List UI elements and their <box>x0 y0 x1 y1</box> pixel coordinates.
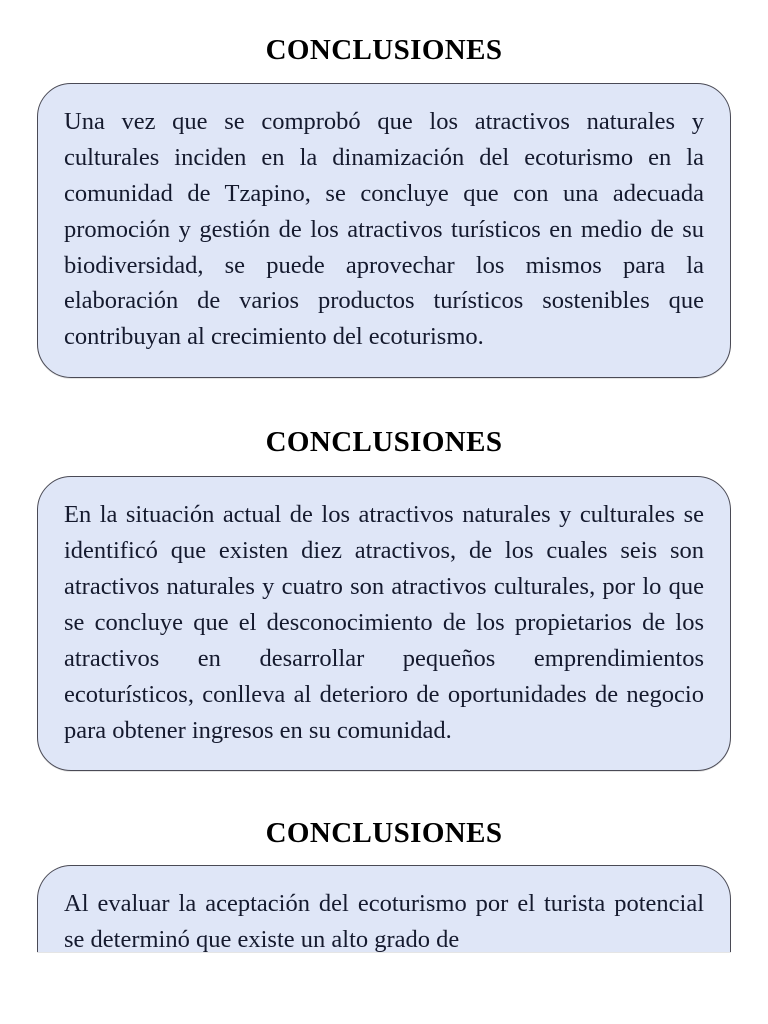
conclusion-body-2: En la situación actual de los atractivos naturales y culturales se identificó que existen diez atractivos, de los cuales seis son atractivos naturales y cuatro son atractivos culturales, por lo que se concluye que el desconocimiento de los propietarios de los atractivos en desarrollar pequeños emprendimientos ecoturísticos, conlleva al deterioro de oportunidades de negocio para obtener ingresos en su comunidad. <box>64 501 704 744</box>
conclusion-callout-3 <box>37 865 731 952</box>
page-title-2: CONCLUSIONES <box>265 426 503 459</box>
page-title-3: CONCLUSIONES <box>265 817 503 850</box>
conclusion-body-1: Una vez que se comprobó que los atractivos naturales y culturales inciden en la dinamización del ecoturismo en la comunidad de Tzapino, se concluye que con una adecuada promoción y gestión de los atractivos turísticos en medio de su biodiversidad, se puede aprovechar los mismos para la elaboración de varios productos turísticos sostenibles que contribuyan al crecimiento del ecoturismo. <box>64 108 704 351</box>
conclusion-callout-2 <box>37 476 731 771</box>
page-title: CONCLUSIONES <box>265 34 503 66</box>
conclusion-section-3 <box>0 771 768 952</box>
conclusion-callout-1 <box>37 83 731 378</box>
conclusion-body-3: Al evaluar la aceptación del ecoturismo por el turista potencial se determinó que existe un alto grado de <box>64 890 704 953</box>
conclusion-section-1 <box>0 0 768 378</box>
conclusion-section-2 <box>0 378 768 771</box>
